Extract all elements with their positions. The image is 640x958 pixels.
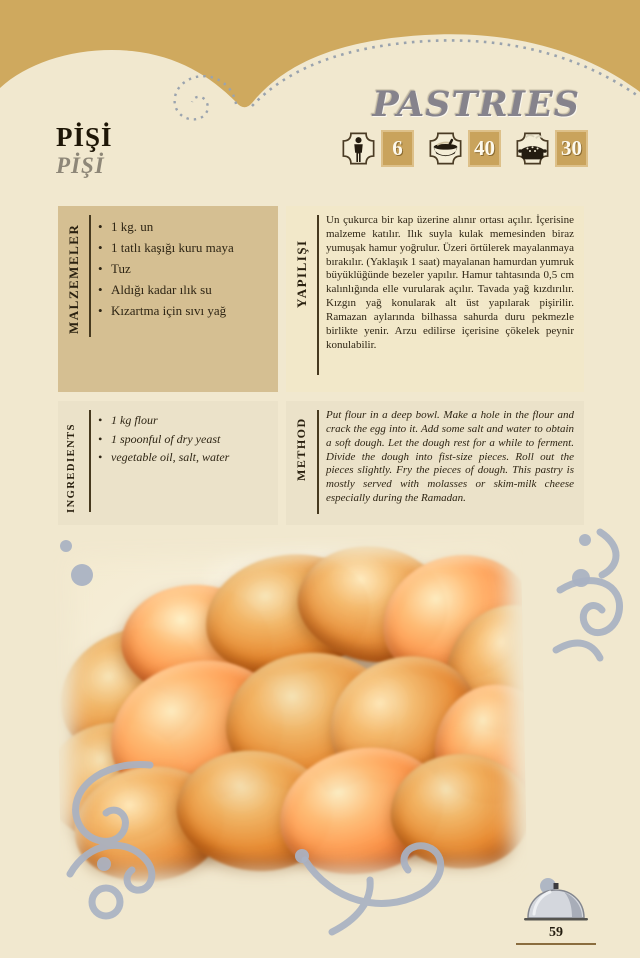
method-text: Put flour in a deep bowl. Make a hole in the flour and crack the egg into it. Add some salt and water to obtain a soft dough. Let the dough rest for a while to ferment. Divide the dough into fist-size pieces. Roll out the pieces slightly. Fry the pieces of dough. This pastry is mostly served with molasses or skim-milk cheese especially during the Ramadan. <box>326 409 574 505</box>
page-number-rule <box>516 943 596 945</box>
ingredients-label: INGREDIENTS <box>66 422 77 513</box>
page-footer <box>508 882 604 945</box>
yapilisi-box <box>286 206 584 392</box>
stat-prep-time <box>427 129 501 168</box>
list-item: • 1 kg. un <box>98 216 268 237</box>
list-item: • Tuz <box>98 258 268 279</box>
recipe-info-grid <box>58 206 584 525</box>
ingredients-list <box>98 411 268 467</box>
page-number: 59 <box>549 925 563 940</box>
servings-count: 6 <box>381 130 414 167</box>
swirl-right-b <box>560 581 620 633</box>
malzemeler-box <box>58 206 278 392</box>
method-box <box>286 401 584 525</box>
prep-time-minutes: 40 <box>468 130 501 167</box>
label-divider <box>317 215 319 375</box>
yapilisi-text: Un çukurca bir kap üzerine alınır ortası açılır. İçerisine malzeme katılır. Ilık suyla kulak memesinden biraz yumuşak hamur yoğrulur. Üzeri örtülerek mayalanmaya bırakılır. (Yaklaşık 1 saat) mayalanan hamurdan yumruk büyüklüğünde bezeler yapılır. Hamur tahtasında 0,5 cm kalınlığında elle vurularak açılır. Tavada yağ kızdırılır. Kızgın yağ konularak alt üst yapılarak pişirilir. Ramazan aylarında bilhassa sahurda duru pekmezle birlikte yenir. Arzu edilirse içerisine çökelek peynir konulabilir. <box>326 214 574 351</box>
mixing-bowl-icon <box>427 129 464 168</box>
label-divider <box>89 410 91 512</box>
cooking-pot-icon <box>514 129 551 168</box>
ingredients-box <box>58 401 278 525</box>
label-divider <box>89 215 91 337</box>
swirl-center-tail <box>332 880 370 932</box>
swirl-dot <box>572 569 590 587</box>
list-item: • Aldığı kadar ılık su <box>98 279 268 300</box>
list-item: • vegetable oil, salt, water <box>98 448 268 467</box>
swirl-dot <box>579 534 591 546</box>
yapilisi-label: YAPILIŞI <box>294 239 309 308</box>
recipe-title-turkish: PİŞİ <box>56 122 113 152</box>
swirl-right-c <box>556 643 600 658</box>
stat-servings <box>340 129 414 168</box>
list-item: • 1 tatlı kaşığı kuru maya <box>98 237 268 258</box>
malzemeler-list <box>98 216 268 321</box>
recipe-stats <box>340 129 588 168</box>
recipe-title-english: PİŞİ <box>56 153 105 178</box>
stat-cook-time <box>514 129 588 168</box>
list-item: • 1 spoonful of dry yeast <box>98 430 268 449</box>
servings-person-icon <box>340 129 377 168</box>
swirl-ring <box>92 888 120 916</box>
swirl-right-a <box>600 532 616 575</box>
malzemeler-label: MALZEMELER <box>66 223 81 334</box>
cook-time-minutes: 30 <box>555 130 588 167</box>
label-divider <box>317 410 319 514</box>
list-item: • 1 kg flour <box>98 411 268 430</box>
cloche-icon <box>520 882 592 922</box>
recipe-photo <box>55 534 528 891</box>
section-title: PASTRIES <box>372 84 580 125</box>
method-label: METHOD <box>294 417 308 481</box>
list-item: • Kızartma için sıvı yağ <box>98 300 268 321</box>
